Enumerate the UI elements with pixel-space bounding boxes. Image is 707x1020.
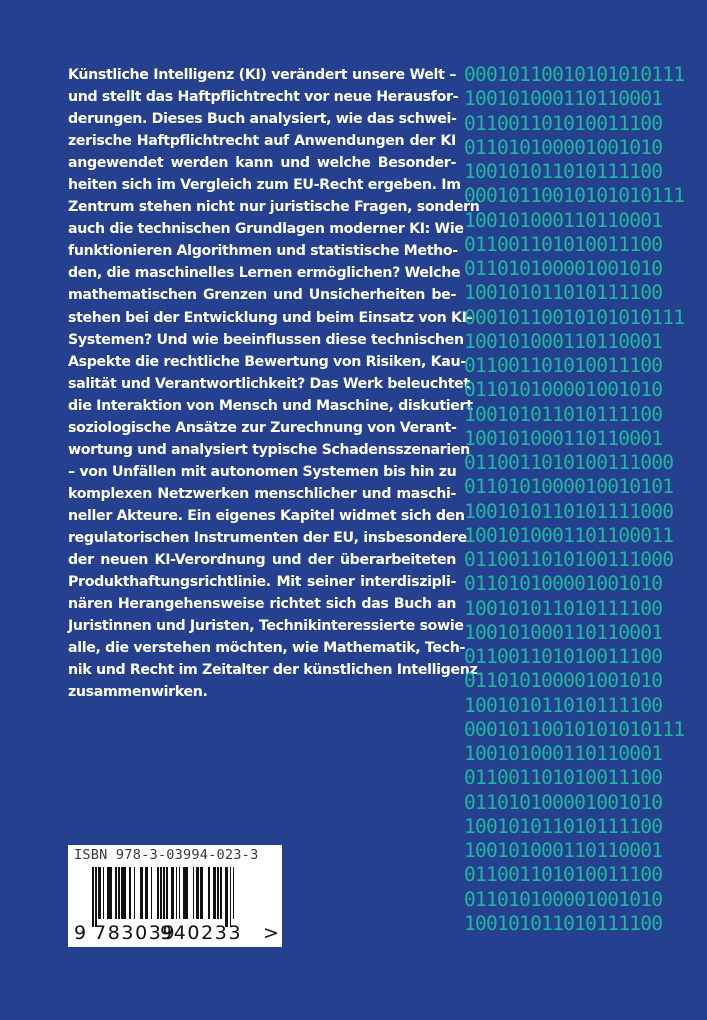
blurb-line: auch die technischen Grundlagen moderner KI: Wie xyxy=(68,221,464,238)
blurb-line: mathematischen Grenzen und Unsicherheiten be- xyxy=(68,287,456,304)
isbn-label: ISBN 978-3-03994-023-3 xyxy=(74,847,259,863)
blurb-line: Systemen? Und wie beeinflussen diese technischen xyxy=(68,331,464,348)
blurb-line: Künstliche Intelligenz (KI) verändert unsere Welt – xyxy=(68,67,456,83)
blurb-line: soziologische Ansätze zur Zurechnung von Verant- xyxy=(68,419,457,436)
blurb-line: salität und Verantwortlichkeit? Das Werk beleuchtet xyxy=(68,375,470,392)
binary-row: 0110011010100111000 xyxy=(464,451,674,474)
quiet-zone-marker: > xyxy=(263,922,279,944)
blurb-line: angewendet werden kann und welche Besonder- xyxy=(68,155,456,172)
binary-row: 011010100001001010 xyxy=(464,135,663,159)
blurb-line: derungen. Dieses Buch analysiert, wie das schwei- xyxy=(68,111,457,128)
binary-row: 011001101010011100 xyxy=(464,111,663,135)
blurb-line: und stellt das Haftpflichtrecht vor neue Herausfor- xyxy=(68,89,459,106)
binary-row: 100101000110110001 xyxy=(464,87,663,111)
binary-row: 100101011010111100 xyxy=(464,693,663,717)
binary-row: 00010110010101010111 xyxy=(464,305,685,329)
ean-left-group: 783039 xyxy=(94,922,177,944)
binary-row: 100101000110110001 xyxy=(464,208,663,232)
binary-row: 011001101010011100 xyxy=(464,354,663,377)
blurb-line: neller Akteure. Ein eigenes Kapitel widmet sich den xyxy=(68,507,465,524)
binary-row: 011010100001001010 xyxy=(464,572,663,596)
back-cover-blurb xyxy=(68,64,480,703)
binary-row: 100101011010111100 xyxy=(464,402,663,426)
ean-first-digit: 9 xyxy=(74,922,87,944)
binary-row: 100101000110110001 xyxy=(464,426,663,450)
blurb-line: heiten sich im Vergleich zum EU-Recht ergeben. Im xyxy=(68,177,461,194)
binary-row: 100101000110110001 xyxy=(464,839,663,862)
binary-row: 100101011010111100 xyxy=(464,281,663,305)
binary-row: 100101011010111100 xyxy=(464,911,663,935)
binary-row: 011010100001001010 xyxy=(464,378,663,402)
binary-row: 100101011010111100 xyxy=(464,814,663,838)
blurb-line: wortung und analysiert typische Schadensszenarien xyxy=(68,441,470,458)
binary-row: 011010100001001010 xyxy=(464,887,663,911)
binary-row: 0110101000010010101 xyxy=(464,475,674,499)
blurb-line: stehen bei der Entwicklung und beim Einsatz von KI- xyxy=(68,309,473,326)
binary-row: 011010100001001010 xyxy=(464,257,663,280)
blurb-line: alle, die verstehen möchten, wie Mathematik, Tech- xyxy=(68,640,465,657)
binary-row: 00010110010101010111 xyxy=(464,717,685,741)
binary-row: 100101000110110001 xyxy=(464,742,663,765)
binary-row: 011001101010011100 xyxy=(464,863,663,887)
blurb-line: Juristinnen und Juristen, Technikinteressierte sowie xyxy=(68,618,464,635)
blurb-line: Produkthaftungsrichtlinie. Mit seiner interdiszipli- xyxy=(68,574,456,591)
binary-row: 00010110010101010111 xyxy=(464,184,685,208)
barcode-bars-icon xyxy=(92,867,264,925)
binary-row: 1001010001101100011 xyxy=(464,523,674,547)
blurb-line: der neuen KI-Verordnung und der überarbeiteten xyxy=(68,552,456,569)
blurb-line: die Interaktion von Mensch und Maschine, diskutiert xyxy=(68,397,473,414)
barcode-bar xyxy=(233,867,235,919)
binary-row: 100101000110110001 xyxy=(464,329,663,353)
binary-row: 100101000110110001 xyxy=(464,620,663,644)
binary-row: 011010100001001010 xyxy=(464,790,663,814)
binary-row: 100101011010111100 xyxy=(464,596,663,620)
binary-row: 1001010110101111000 xyxy=(464,499,674,523)
binary-code-pattern xyxy=(464,63,707,936)
binary-row: 0110011010100111000 xyxy=(464,548,674,571)
blurb-line: zusammenwirken. xyxy=(68,684,208,701)
blurb-line: nik und Recht im Zeitalter der künstlichen Intelligenz xyxy=(68,662,478,679)
blurb-line: Zentrum stehen nicht nur juristische Fragen, sondern xyxy=(68,199,480,216)
binary-row: 011001101010011100 xyxy=(464,645,663,668)
blurb-line: komplexen Netzwerken menschlicher und maschi- xyxy=(68,485,456,502)
binary-row: 011001101010011100 xyxy=(464,232,663,256)
blurb-line: nären Herangehensweise richtet sich das Buch an xyxy=(68,596,456,613)
blurb-line: funktionieren Algorithmen und statistische Metho- xyxy=(68,243,458,260)
blurb-line: den, die maschinelles Lernen ermöglichen? Welche xyxy=(68,265,461,282)
binary-row: 100101011010111100 xyxy=(464,160,663,183)
blurb-line: – von Unfällen mit autonomen Systemen bis hin zu xyxy=(68,463,457,480)
binary-row: 011001101010011100 xyxy=(464,766,663,790)
blurb-line: Aspekte die rechtliche Bewertung von Risiken, Kau- xyxy=(68,353,466,370)
blurb-line: zerische Haftpflichtrecht auf Anwendungen der KI xyxy=(68,133,456,150)
binary-row: 00010110010101010111 xyxy=(464,63,685,86)
binary-row: 011010100001001010 xyxy=(464,669,663,693)
ean-right-group: 940233 xyxy=(160,922,243,944)
isbn-barcode-box xyxy=(68,845,282,947)
blurb-line: regulatorischen Instrumenten der EU, insbesondere xyxy=(68,529,467,546)
